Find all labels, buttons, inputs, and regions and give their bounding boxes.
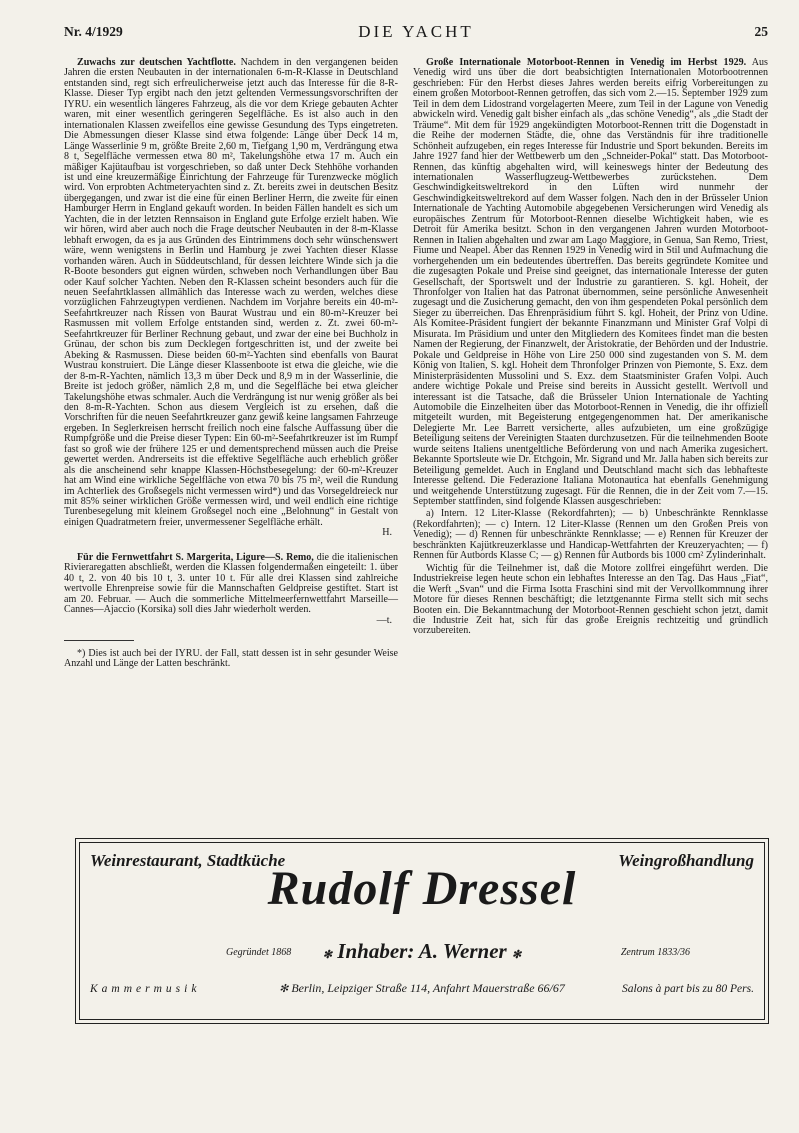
article-paragraph [64,553,398,616]
ad-music: Kammermusik [90,983,201,995]
article-signature: —t. [376,614,392,626]
ad-founded: Gegründet 1868 [226,947,292,958]
article-text: Aus Venedig wird uns über die dort beabsichtigten Internationalen Motorbootrennen geschrieben: Für den Herbst dieses Jahres werden bereits eifrig Vorbereitungen zu einem großen Motorboot-Rennen getroffen, das sich vom 2.—15. September 1929 zum Teil in dem dem Lidostrand vorgelagerten Meere, zum Teil in der Lagune von Venedig abwickeln wird. Venedig galt bisher einfach als „das schöne Venedig“, als „die Stadt der Träume“. Mit dem für 1929 angekündigten Motorboot-Rennen tritt die Dogenstadt in die Reihe der modernen Städte, die, ohne das Verständnis für ihre traditionelle Schönheit aufzugeben, ein reges Interesse für Industrie und Sport bekunden. Bereits im Jahre 1927 fand hier der Wettbewerb um den „Schneider-Pokal“ statt. Das Motorboot-Rennen, das künftig abgehalten wird, will keineswegs hinter der Bedeutung des internationalen Wasserflugzeug-Wettbewerbes zurückstehen. Dem Geschwindigkeitsweltrekord in den Lüften wird nunmehr der Geschwindigkeitsweltrekord auf dem Wasser folgen. Nach den in der Brüsseler Union Internationale de Yachting Automobile abgegebenen Versicherungen wird Venedig als europäisches Zentrum für Motorboot-Rennen dieselbe Wichtigkeit haben, wie es Detroit für Amerika besitzt. Schon in den vergangenen Jahren wurden Motorboot-Rennen in Italien abgehalten und zwar am Lago Maggiore, in Genua, San Remo, Triest, Fiume und Neapel. Aber das Rennen 1929 in Venedig wird in Stil und Aufmachung die vorhergehenden um ein bedeutendes übertreffen. Das bereits gegründete Komitee und die zugesagten Pokale und Preise sind geeignet, das internationale Interesse der guten Gesellschaft, der Sportswelt und der Industrie zu garantieren. S. kgl. Hoheit, der Thronfolger von Italien hat das Patronat übernommen, seine persönliche Anwesenheit zugesagt und die Zusicherung gemacht, den von ihm gespendeten Pokal persönlich dem Sieger zu überreichen. Das Ehrenpräsidium führt S. kgl. Hoheit, der Prinz von Udine. Als Komitee-Präsident fungiert der bekannte Finanzmann und Minister Graf Volpi di Misurata. Im Präsidium und unter den Mitgliedern des Komitees findet man die besten Namen der Regierung, der Finanzwelt, der Aristokratie, der Behörden und der Industrie. Pokale und Geldpreise in Höhe von Lire 250 000 sind zugestanden von S. M. dem König von Italien, S. kgl. Hoheit dem Thronfolger Prinzen von Piemonte, S. Exz. dem Ministerpräsidenten Mussolini und S. Exz. dem Staatsminister Grafen Volpi. Auch andere wichtige Pokale und Preise sind bereits in Aussicht gestellt. Wertvoll und interessant ist die Tatsache, daß die Brüsseler Union Internationale de Yachting Automobile die Einzelheiten über das Motorboot-Rennen in Venedig, die ihr offiziell mitgeteilt wurden, mit Begeisterung entgegengenommen hat. Der amerikanische Delegierte Mr. Lee Barrett versicherte, alles aufzubieten, um eine großzügige Beteiligung seitens der Vereinigten Staaten durchzusetzen. Für die teilnehmenden Boote wurde seitens Italiens unentgeltliche Beförderung von und nach Amerika zugesichert. Bekannte Sportsleute wie Dr. Etchgoin, Mr. Sigrand und Mr. Jalla haben sich bereits zur Beteiligung gemeldet. Auch in England und Deutschland macht sich das lebhafteste Interesse geltend. Die Federazione Italiana Motonautica hat ebenfalls Genehmigung und weitgehende Unterstützung zugesagt. Für die Rennen, die in der Zeit vom 7.—15. September stattfinden, sind folgende Klassen ausgeschrieben: [413,57,768,508]
advertisement [75,838,769,1024]
ad-phone: Zentrum 1833/36 [620,947,690,958]
issue-number: Nr. 4/1929 [64,24,123,39]
article-heading: Zuwachs zur deutschen Yachtflotte. [77,57,236,68]
page-header [64,22,768,44]
ornament-icon: ✻ [279,983,289,995]
class-list: a) Intern. 12 Liter-Klasse (Rekordfahrten); — b) Unbeschränkte Rennklasse (Rekordfahrten); — c) Intern. 12 Liter-Klasse (Rennen um den Großen Preis von Venedig); — d) Rennen für unbeschränkte Rennklasse; — e) Rennen für Kreuzer der beschränkten Kajütkreuzerklasse und Handicap-Wettfahrten der Kreuzeryachten; — f) Rennen für Autbords Klasse C; — g) Rennen für Autbords bis 1000 cm² Zylinderinhalt. [413,508,768,562]
ad-company-name: Rudolf Dressel [267,862,577,915]
footnote: *) Dies ist auch bei der IYRU. der Fall, statt dessen ist in sehr gesunder Weise Anzahl und Länge der Latten beschränkt. [64,648,398,670]
article-paragraph [413,58,768,507]
article-heading: Große Internationale Motorboot-Rennen in Venedig im Herbst 1929. [426,57,747,68]
left-column [64,58,398,670]
article-text: Nachdem in den vergangenen beiden Jahren die ersten Neubauten in der internationalen 6-m-R-Klasse in Deutschland entstanden sind, regt sich erfreulicherweise jetzt auch das Interesse für die 8-R-Klasse. Dieser Typ ergibt nach den jetzt geltenden Vermessungsvorschriften der IYRU. ein wesentlich längeres Fahrzeug, als die vor dem Kriege gebauten Achter waren, mit einer wesentlich geringeren Segelfläche. Es ist also auch in den internationalen Klassen zweifellos eine gewisse Gesundung des Typs eingetreten. Die Abmessungen dieser Klasse sind etwa folgende: Länge über Deck 14 m, Länge Wasserlinie 9 m, größte Breite 2,60 m, Tiefgang 1,90 m, Verdrängung etwa 8 t, Segelfläche vermessen etwa 80 m², Takelungshöhe etwa 17 m. Auch ein mäßiger Kajütaufbau ist vorgeschrieben, so daß unter Deck Stehhöhe vorhanden ist und eine kreuzermäßige Einrichtung der Fahrzeuge für Turenzwecke möglich wird. Von erprobten Achtmeteryachten sind z. Zt. bereits zwei in deutschen Besitz übergegangen, und zwar ist die eine für einen Berliner Herrn, die zweite für einen Hamburger Herrn in England gekauft worden. In beiden Fällen handelt es sich um Yachten, die in der letzten Rennsaison in England gute Erfolge erzielt haben. Wie wir hören, wird aber auch noch die Frage deutscher Neubauten in der 8-m-Klasse lebhaft erwogen, da es ja aus Gründen des Eintrimmens doch sehr wünschenswert wäre, wenn wenigstens in Berlin und Hamburg je zwei Yachten dieser Klasse vorhanden wären. Auch in Süddeutschland, für dessen leichtere Winde sich ja die R-Boote besonders gut eignen würden, schweben noch Verhandlungen über Bau oder Kauf solcher Yachten. Neben den R-Klassen scheint besonders auch für die neuen Seefahrtklassen allmählich das Interesse wach zu werden, welches diese vorzüglichen Fahrzeugtypen verdienen. Nachdem im Vorjahre bereits ein 40-m²-Seefahrtkreuzer nach Rissen von Baurat Wustrau und ein 80-m²-Kreuzer bei Rasmussen mit vollem Erfolge entstanden sind, werden z. Zt. zwei 60-m²-Seefahrtkreuzer für Berliner Rechnung gebaut, und zwar der eine bei Buchholz in Grünau, der schon bis zum Decklegen fortgeschritten ist, und der zweite bei Abeking & Rasmussen. Diese beiden 60-m²-Yachten sind ebenfalls von Baurat Wustrau konstruiert. Die Länge dieser Klassenboote ist etwa die gleiche, wie die der 8-m-R-Yachten, nämlich 13,3 m über Deck und 8,9 m in der Wasserlinie, die Breite ist jedoch größer, nämlich 2,8 m, und die Segelfläche bei etwa gleicher Takelungshöhe etwas schmaler. Auch die Verdrängung ist nur wenig größer als bei den 8-m-R-Yachten. Schon aus diesem Vergleich ist zu ersehen, daß die Vorschriften für die neuen Seefahrtkreuzer ganz gewiß keine langsamen Fahrzeuge ergeben. In Seglerkreisen herrscht freilich noch eine falsche Auffassung über die Rumpfgröße und die Preise dieser Typen: Ein 60-m²-Seefahrtkreuzer ist im Rumpf fast so groß wie der frühere 125 er und dementsprechend müssen auch die Preise gewertet werden. Andrerseits ist die effektive Segelfläche auch erheblich größer als die anscheinend sehr knappe Klassen-Höchstbesegelung: der 60-m²-Kreuzer hat am Wind eine wirkliche Segelfläche von etwa 70 bis 75 m², weil die Rundung im Achterliek des Großsegels nicht vermessen wird*) und das Vorsegeldreieck nur mit 85% seiner wirklichen Größe vermessen wird, und weil endlich eine richtige Turenbesegelung mit kleinem Großsegel noch eine „Belohnung“ in Gestalt von einigen Quadratmetern freier, unvermessener Segelfläche erhält. [64,57,398,528]
ornament-icon: ✻ [322,949,333,961]
ornament-icon: ✻ [511,949,522,961]
ad-salons: Salons à part bis zu 80 Pers. [622,983,754,995]
article-text: die die italienischen Rivieraregatten abschließt, werden die Klassen folgendermaßen eingeteilt: 1. über 40 t, 2. von 40 bis 10 t, 3. unter 10 t. Für alle drei Klassen sind zahlreiche wertvolle Ehrenpreise sowie für die Mannschaften Geldpreise gestiftet. Start ist am 20. Februar. — Auch die sommerliche Mittelmeerfernwettfahrt Marseille—Cannes—Ajaccio (Korsika) soll dies Jahr wiederholt werden. [64,551,398,616]
article-heading: Für die Fernwettfahrt S. Margerita, Ligure—S. Remo, [77,551,314,563]
footnote-rule [64,640,134,641]
article-signature: H. [382,527,392,539]
ad-left-title: Weinrestaurant, Stadtküche [90,851,286,870]
page-number: 25 [754,24,768,39]
ad-address-text: Berlin, Leipziger Straße 114, Anfahrt Mauerstraße 66/67 [291,981,565,995]
article-paragraph: Wichtig für die Teilnehmer ist, daß die Motore zollfrei eingeführt werden. Die Industriekreise legen heute schon ein lebhaftes Interesse an den Tag. Das Haus „Fiat“, die Werft „Svan“ und die Firma Isotta Fraschini sind mit der Vervollkommnung ihrer Motore für dieses Rennen beschäftigt; die letztgenannte Firma stellt sich mit sechs Booten ein. Die Bekanntmachung der Motorboot-Rennen geschieht schon jetzt, damit die Industrie Zeit hat, sich für das große Ereignis rechtzeitig und gründlich vorzubereiten. [413,562,768,637]
ad-owner-text: Inhaber: A. Werner [337,939,507,963]
ad-right-title: Weingroßhandlung [618,851,754,870]
journal-title: DIE YACHT [358,22,474,41]
right-column [413,58,768,637]
article-paragraph [64,58,398,528]
